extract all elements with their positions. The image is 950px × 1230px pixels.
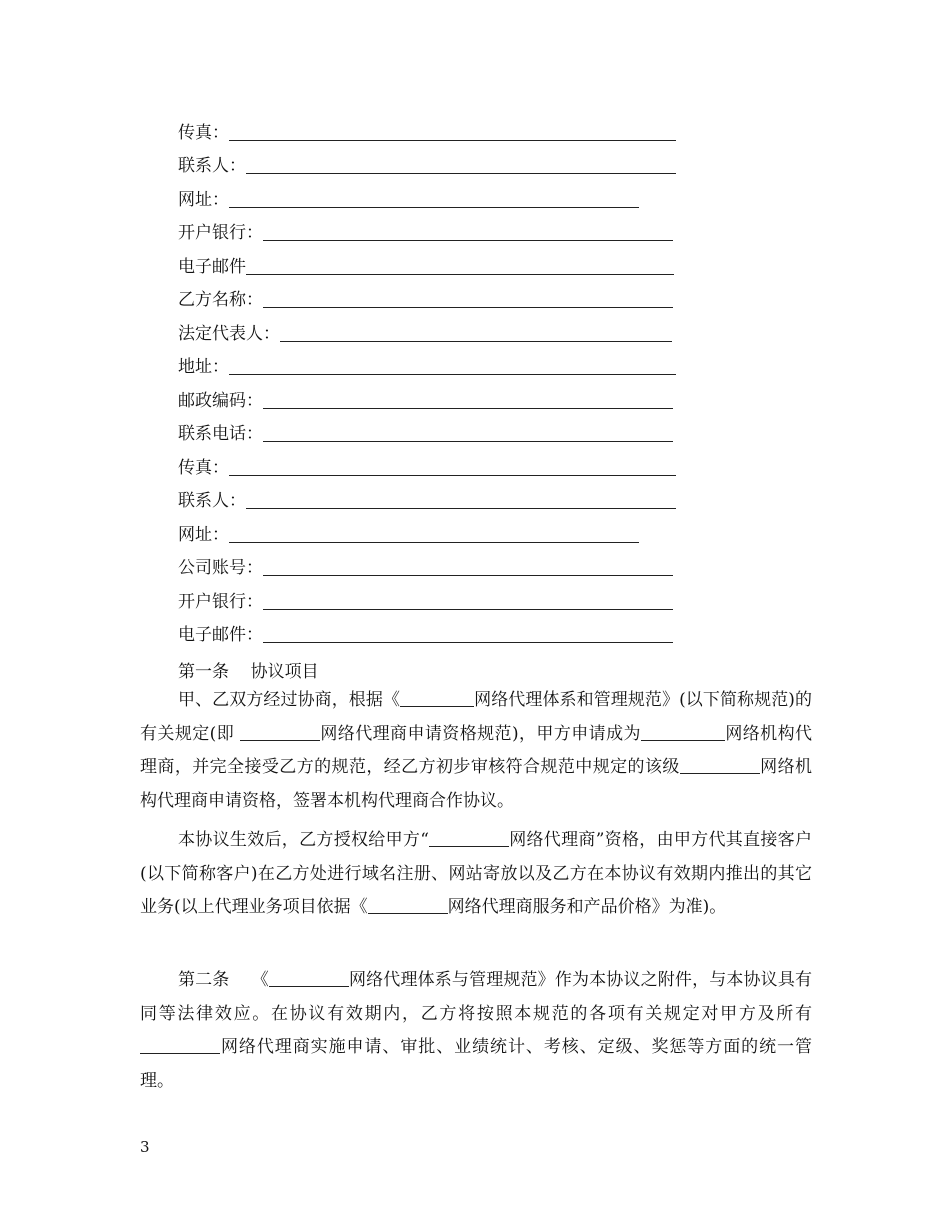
blank-line [240, 722, 320, 741]
blank-line [263, 423, 673, 442]
text-run: 网络代理商”资格，由甲方代其直接客户(以下简称客户)在乙方处进行域名注册、网站寄放以及乙方在本协议有效期内推出的其它业务(以上代理业务项目依据《 [140, 830, 812, 917]
text-run: 网络代理体系与管理规范》作为本协议之附件，与本协议具有同等法律效应。在协议有效期内，乙方将按照本规范的各项有关规定对甲方及所有 [140, 970, 812, 1024]
blank-line [229, 524, 639, 543]
text-run: 本协议生效后，乙方授权给甲方“ [178, 830, 429, 850]
article-2-paragraph [140, 964, 812, 1098]
field-label: 联系人： [178, 491, 246, 511]
blank-line [229, 457, 676, 476]
blank-line [400, 688, 474, 707]
blank-line [263, 289, 673, 308]
text-run: 网络代理商实施申请、审批、业绩统计、考核、定级、奖惩等方面的统一管理。 [140, 1037, 812, 1091]
blank-line [229, 356, 676, 375]
field-label: 网址： [178, 525, 229, 545]
blank-line [263, 624, 673, 643]
blank-line [263, 222, 673, 241]
field-label: 地址： [178, 357, 229, 377]
field-label: 开户银行： [178, 592, 263, 612]
blank-line [229, 189, 639, 208]
blank-line [246, 256, 674, 275]
field-label: 法定代表人： [178, 324, 280, 344]
page-number: 3 [140, 1138, 150, 1156]
field-contact-party-a [178, 151, 676, 177]
field-label: 联系人： [178, 156, 246, 176]
text-run: 第二条 《 [178, 970, 269, 990]
article-1-paragraph-2 [140, 824, 812, 925]
blank-line [140, 1035, 220, 1054]
field-legal-representative [178, 319, 672, 345]
field-contact-party-b [178, 486, 676, 512]
blank-line [246, 155, 676, 174]
field-fax-party-b [178, 453, 676, 479]
blank-line [263, 390, 673, 409]
field-label: 乙方名称： [178, 290, 263, 310]
field-label: 传真： [178, 123, 229, 143]
article-1-paragraph-1 [140, 684, 812, 818]
field-label: 公司账号： [178, 558, 263, 578]
blank-line [680, 755, 760, 774]
text-run: 网络机构代理商，并完全接受乙方的规范，经乙方初步审核符合规范中规定的该级 [140, 723, 812, 777]
field-email-party-a [178, 252, 674, 278]
field-website-party-a [178, 185, 639, 211]
field-label: 网址： [178, 190, 229, 210]
blank-line [263, 557, 673, 576]
field-label: 电子邮件 [178, 257, 246, 277]
field-label: 传真： [178, 458, 229, 478]
text-run: 网络代理体系和管理规范》(以下简称规范)的有关规定(即 [140, 690, 812, 744]
field-address [178, 352, 676, 378]
field-party-b-name [178, 285, 673, 311]
field-label: 电子邮件： [178, 625, 263, 645]
blank-line [263, 591, 673, 610]
blank-line [269, 968, 349, 987]
field-email-party-b [178, 620, 673, 646]
blank-line [246, 490, 676, 509]
blank-line [280, 323, 672, 342]
field-label: 开户银行： [178, 223, 263, 243]
field-label: 联系电话： [178, 424, 263, 444]
field-fax-party-a [178, 118, 676, 144]
field-website-party-b [178, 520, 639, 546]
blank-line [429, 828, 509, 847]
blank-line [368, 895, 448, 914]
field-label: 邮政编码： [178, 391, 263, 411]
field-postcode [178, 386, 673, 412]
field-company-account [178, 553, 673, 579]
field-phone [178, 419, 673, 445]
text-run: 网络机构代理商申请资格，签署本机构代理商合作协议。 [140, 757, 813, 811]
blank-line [641, 722, 725, 741]
text-run: 甲、乙双方经过协商，根据《 [178, 690, 401, 710]
text-run: 网络代理商服务和产品价格》为准)。 [447, 897, 727, 917]
field-bank-party-a [178, 218, 673, 244]
article-1-heading: 第一条 协议项目 [178, 662, 319, 682]
field-bank-party-b [178, 587, 673, 613]
text-run: 网络代理商申请资格规范)，甲方申请成为 [319, 723, 641, 744]
blank-line [229, 122, 676, 141]
